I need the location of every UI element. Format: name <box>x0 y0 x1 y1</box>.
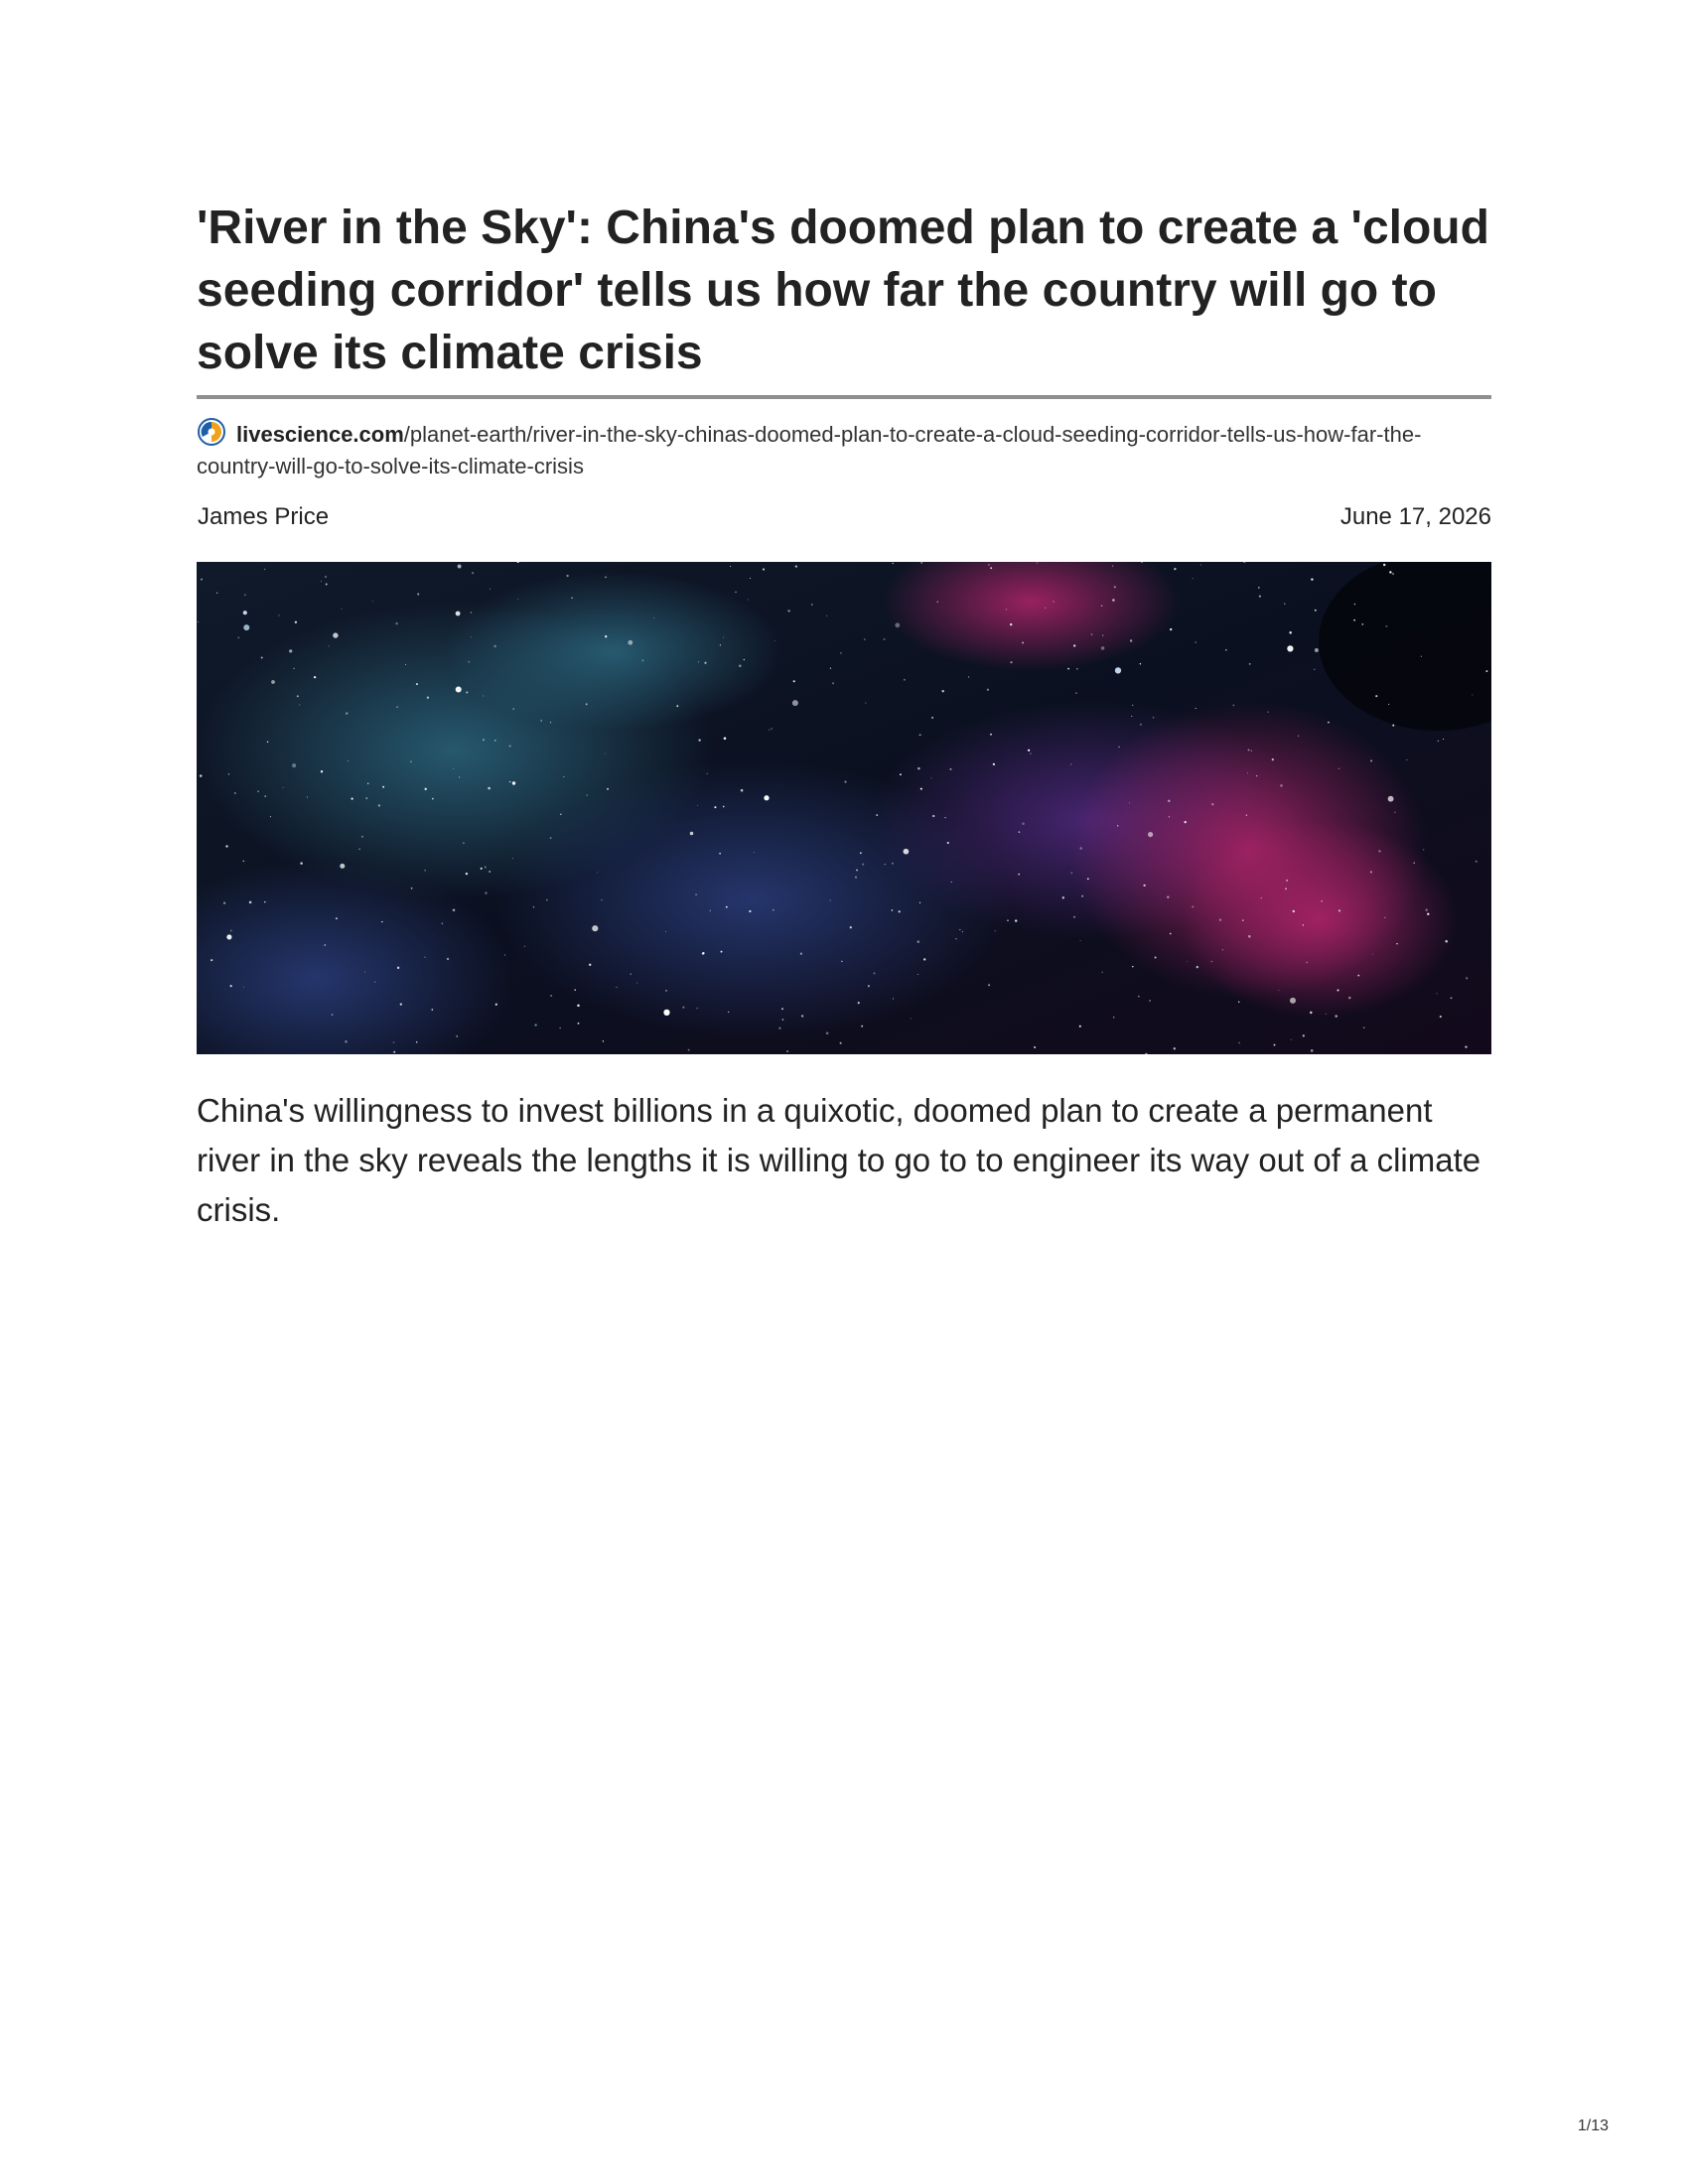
source-url[interactable] <box>197 417 1491 482</box>
livescience-favicon-icon <box>197 417 226 447</box>
publish-date: June 17, 2026 <box>1339 503 1491 530</box>
title-divider <box>197 395 1491 399</box>
page-number: 1/13 <box>1577 2117 1609 2134</box>
author-name: James Price <box>198 503 330 530</box>
article-lede: China's willingness to invest billions in a quixotic, doomed plan to create a permanent river in the sky reveals the lengths it is willing to go to to engineer its way out of a climate crisis. <box>197 1092 1481 1228</box>
hero-image <box>197 562 1491 1054</box>
source-domain: livescience.com <box>236 422 404 447</box>
article-title: 'River in the Sky': China's doomed plan to create a 'cloud seeding corridor' tells us how far the country will go to solve its climate crisis <box>197 202 1489 379</box>
source-path: /planet-earth/river-in-the-sky-chinas-doomed-plan-to-create-a-cloud-seeding-corridor-tells-us-how-far-the-country-will-go-to-solve-its-climate-crisis <box>197 422 1422 478</box>
starfield-nebula-image <box>197 562 1491 1054</box>
